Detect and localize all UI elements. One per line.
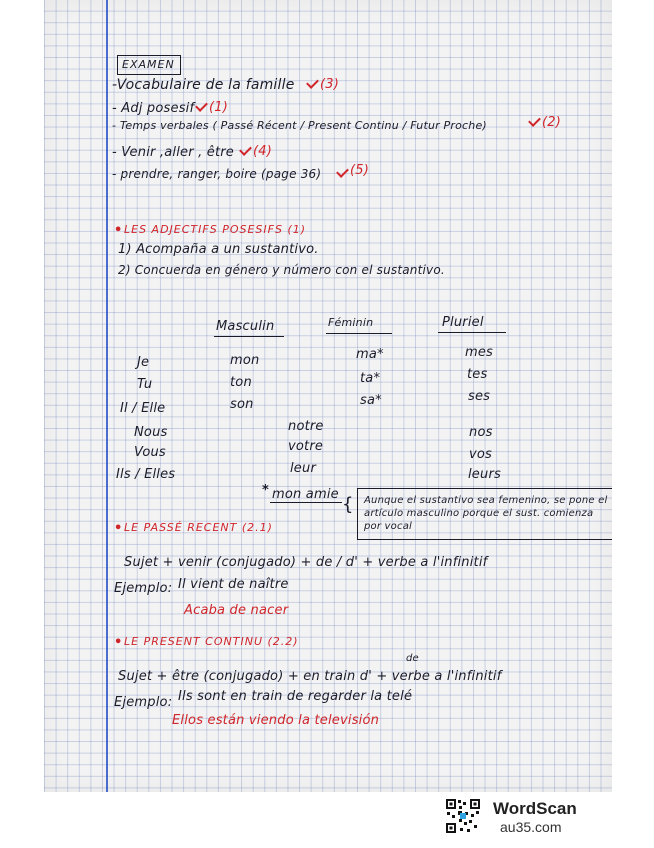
pronoun-il-elle: Il / Elle [120,401,166,416]
underline [270,502,342,503]
underline [438,332,506,333]
passe-recent-formula: Sujet + venir (conjugado) + de / d' + verbe a l'infinitif [124,555,488,570]
pronoun-je: Je [137,355,150,370]
passe-recent-example-label: Ejemplo: [114,581,173,596]
passe-recent-example: Il vient de naître [178,577,289,592]
note-text: Aunque el sustantivo sea femenino, se pone el artículo masculino porque el sust. comienza por vocal [364,495,608,532]
check-icon [306,76,319,89]
exam-item-2: - Adj posesif [112,101,195,116]
exam-item-4: - Venir ,aller , être [112,145,234,160]
col-header-feminin: Féminin [328,316,374,329]
margin-line [106,0,108,792]
masc-mon: mon [230,353,260,368]
check-icon [336,165,349,178]
underline [214,336,284,337]
watermark [445,798,645,838]
present-continu-formula-sup: de [406,653,419,664]
present-continu-example-label: Ejemplo: [114,695,173,710]
passe-recent-heading: LE PASSÉ RECENT (2.1) [124,521,273,534]
present-continu-heading: LE PRESENT CONTINU (2.2) [124,635,299,648]
fem-ta: ta* [360,371,381,386]
brand-url: au35.com [500,819,562,835]
underline [326,333,392,334]
shared-leur: leur [290,461,316,476]
exam-item-1-ref: (3) [320,77,340,92]
bullet-icon: • [114,521,123,536]
passe-recent-translation: Acaba de nacer [184,603,289,618]
footnote-asterisk: * [262,483,269,498]
exam-item-5: - prendre, ranger, boire (page 36) [112,167,322,181]
plur-leurs: leurs [468,467,501,482]
exam-item-5-ref: (5) [350,163,370,178]
exam-title: EXAMEN [122,58,175,71]
col-header-pluriel: Pluriel [442,315,484,330]
bullet-icon: • [114,223,123,238]
present-continu-translation: Ellos están viendo la televisión [172,713,380,728]
pronoun-tu: Tu [137,377,153,392]
fem-sa: sa* [360,393,382,408]
exam-item-1: -Vocabulaire de la famille [112,77,295,93]
possessives-heading: LES ADJECTIFS POSESIFS (1) [124,223,307,236]
plur-ses: ses [468,389,491,404]
check-icon [239,143,252,156]
exam-item-2-ref: (1) [209,100,229,115]
plur-tes: tes [467,367,488,382]
qr-code-icon [445,798,481,834]
check-icon [528,114,541,127]
pronoun-ils-elles: Ils / Elles [116,467,176,482]
fem-ma: ma* [356,347,384,362]
pronoun-nous: Nous [134,425,168,440]
pronoun-vous: Vous [134,445,166,460]
present-continu-example: Ils sont en train de regarder la telé [178,689,413,704]
possessives-rule-2: 2) Concuerda en género y número con el sustantivo. [118,263,445,277]
plur-nos: nos [469,425,493,440]
footnote-example: mon amie [272,487,339,502]
shared-notre: notre [288,419,324,434]
plur-vos: vos [469,447,493,462]
brace-icon: { [342,494,354,515]
exam-item-3-ref: (2) [542,115,562,130]
bullet-icon: • [114,635,123,650]
exam-item-3: - Temps verbales ( Passé Récent / Present Continu / Futur Proche) [112,119,487,132]
shared-votre: votre [288,439,324,454]
plur-mes: mes [465,345,494,360]
notebook-page [44,0,612,792]
masc-son: son [230,397,254,412]
col-header-masculin: Masculin [216,319,275,334]
masc-ton: ton [230,375,252,390]
check-icon [195,99,208,112]
present-continu-formula: Sujet + être (conjugado) + en train d' + verbe a l'infinitif [118,669,502,684]
brand-name: WordScan [493,799,577,818]
possessives-rule-1: 1) Acompaña a un sustantivo. [118,242,319,257]
exam-item-4-ref: (4) [253,144,273,159]
